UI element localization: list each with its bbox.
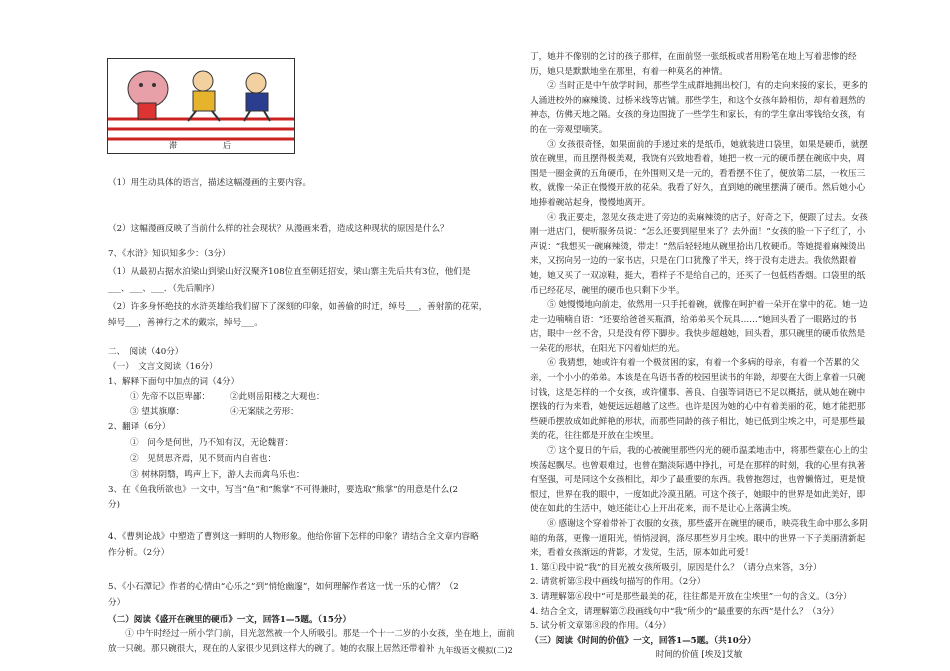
section-reading-heading: 二、 阅读（40分） xyxy=(108,347,184,357)
page-footer: 九年级语文模拟(二)2 xyxy=(437,646,513,655)
story-paragraph-4: ④ 我正要走，忽见女孩走进了旁边的卖麻辣烫的店子，好奇之下，便跟了过去。女孩刚一进店门，便听服务员说：“怎么还要到屋里来了？去外面！”女孩的脸一下子红了，小声说：“我想买一碗麻辣烫，带走！”然后轻轻地从碗里拾出几枚硬币。等她提着麻辣烫出来，又拐向另一边的一家书店，只是在门口犹豫了半天，终于没有走进去。我依然跟着她，她又买了一双凉鞋，挺大，看样子不是给自己的，还买了一包低档香烟。口袋里的纸币已经花尽，碗里的硬币也只剩下少半。 xyxy=(530,212,868,296)
running-figures-illustration xyxy=(108,59,294,153)
question-5: 5、《小石潭记》作者的心情由“心乐之”到“悄怆幽邃”，如何理解作者这一忧一乐的心情？（2 xyxy=(108,582,459,592)
question-3: 3、在《鱼我所欲也》一文中，写当“鱼”和“熊掌”不可得兼时，要选取“熊掌”的用意是什么(2 xyxy=(108,485,459,495)
question-7-part-2-blanks: 绰号___，善神行之术的戴宗，绰号___。 xyxy=(108,318,263,328)
question-1-item-d: ④无案牍之劳形： xyxy=(230,407,299,417)
modern-reading-heading: （二）阅读《盛开在碗里的硬币》一文，回答1—5题。（15分） xyxy=(108,615,352,625)
story-paragraph-6: ⑥ 我猜想，她或许有着一个极贫困的家，有着一个多病的母亲，有着一个苦累的父亲，一个小小的弟弟。本该是在鸟语书香的校园里读书的年龄，却要在大街上拿着一只碗讨钱，这是怎样的一个女孩，或许懂事、善良、自强等词语已不足以概括，就从她在碗中摆钱的行为来看，她便远远超越了这些。也许是因为她的心中有着美丽的花，她才能把那些硬币摆放成如此鲜艳的形状，而那些同龄的孩子相比，她已低到尘埃之中，可是那些最美的花，往往都是开放在尘埃里。 xyxy=(530,358,866,442)
caption-char: 滞 xyxy=(169,141,179,150)
reading-question-3: 3. 请理解第⑥段中“可是那些最美的花，往往都是开放在尘埃里”一句的含义。（3分） xyxy=(530,591,852,602)
question-2-item-a: ① 问今是何世，乃不知有汉，无论魏晋： xyxy=(130,438,294,448)
question-7-part-2: （2）许多身怀绝技的水浒英雄给我们留下了深刻的印象，如善偷的时迁，绰号___，善射箭的花荣， xyxy=(108,302,488,312)
question-4: 4、《曹刿论战》中塑造了曹刿这一鲜明的人物形象。他给你留下怎样的印象？请结合全文章内容略 xyxy=(108,532,479,542)
story-paragraph-1: ① 中午时经过一所小学门前，目光忽然被一个人所吸引。那是一个十一二岁的小女孩，坐在地上，面前放一只碗。那只碗很大，现在的人家很少见到这样大的碗了。她的衣服上居然还带着补 xyxy=(108,629,515,654)
story-paragraph-5: ⑤ 她慢慢地向前走，依然用一只手托着碗，就像在呵护着一朵开在掌中的花。她一边走一边喃喃自语：“还要给爸爸买瓶酒，给弟弟买个玩具……”她回头看了一眼路过的书店，眼中一丝不舍，只是没有停下脚步。我快步超越她，回头看，那只碗里的硬币依然是一朵花的形状，在阳光下闪着灿烂的光。 xyxy=(530,300,868,354)
question-2-item-c: ③ 树林阴翳，鸣声上下，游人去而禽鸟乐也： xyxy=(130,470,305,480)
question-1-item-a: ① 先帝不以臣卑鄙： xyxy=(130,392,211,402)
reading-part-3-heading: （三）阅读《时间的价值》一文，回答1—5题。（共10分） xyxy=(530,635,756,646)
cartoon-question-1: （1）用生动具体的语言，描述这幅漫画的主要内容。 xyxy=(108,178,312,188)
reading-question-4: 4. 结合全文，请理解第⑦段画线句中“我”所少的“最重要的东西”是什么？（3分） xyxy=(530,606,839,617)
question-7-title: 7、《水浒》知识知多少：（3分） xyxy=(108,249,231,259)
question-7-part-1: （1）从最初占据水泊梁山到梁山好汉聚齐108位直至朝廷招安，梁山寨主先后共有3位，他们是 xyxy=(108,267,471,277)
question-2-item-b: ② 见贤思齐焉，见不贤而内自省也： xyxy=(130,454,277,464)
story-paragraph-7: ⑦ 这个夏日的午后，我的心被碗里那些闪光的硬币温柔地击中，将那些蒙在心上的尘埃荡起飘尽。也曾艰难过，也曾在黯淡际遇中挣扎，可是在那样的时刻，我的心里有执著有坚强，可是同这个女孩相比，却少了最重要的东西。我曾抱怨过，也曾懒惰过，更是愤恨过，世界在我的眼中，一度如此冷漠丑陋。可这个孩子，她眼中的世界是如此美好，即使在如此的生活中，她还能让心上开出花来，而不是让心上落满尘埃。 xyxy=(530,446,868,515)
question-1-title: 1、解释下面句中加点的词（4分） xyxy=(108,377,240,387)
question-1-item-c: ③ 望其旗靡： xyxy=(130,407,185,417)
reading-part-3-title: 时间的价值 [埃及]艾敏 xyxy=(655,650,743,661)
cartoon-caption xyxy=(108,140,294,151)
question-2-title: 2、翻译（6分） xyxy=(108,422,171,432)
story-paragraph-1-cont: 丁，她并不像别的乞讨的孩子那样，在面前竖一张纸板或者用粉笔在地上写着悲惨的经历，她只是默默地坐在那里，有着一种莫名的神情。 xyxy=(530,52,857,77)
question-5-points: 分） xyxy=(108,598,126,608)
cartoon-image xyxy=(107,58,295,154)
right-column xyxy=(530,50,868,663)
cartoon-question-2: （2）这幅漫画反映了当前什么样的社会现状？从漫画来看，造成这种现状的原因是什么？ xyxy=(108,224,449,234)
reading-question-1: 1. 第①段中说“我”的目光被女孩所吸引，原因是什么？（请分点来答，3分） xyxy=(530,562,822,573)
story-paragraph-3: ③ 女孩很奇怪，如果面前的手递过来的是纸币，她就装进口袋里，如果是硬币，就摆放在碗里，而且摆得极美观，我饶有兴致地看着，她把一枚一元的硬币摆在碗底中央，周围是一圈金黄的五角硬币，在外围则又是一元的，看看摆不住了，便放第二层，一枚压三枚，就像一朵正在慢慢开放的花朵。我看了好久，直到她的碗里摆满了硬币。然后她小心地捧着碗站起身，慢慢地离开。 xyxy=(530,139,868,208)
question-3-points: 分) xyxy=(108,500,120,510)
reading-question-2: 2. 请赏析第⑤段中画线句描写的作用。（2分） xyxy=(530,577,706,588)
classical-reading-heading: （一） 文言文阅读（16分） xyxy=(108,362,218,372)
question-4-points: 作分析。（2分） xyxy=(108,548,170,558)
story-paragraph-8: ⑧ 感谢这个穿着带补丁衣服的女孩，那些盛开在碗里的硬币，映亮我生命中那么多阴暗的角落，更像一道阳光，悄悄浸润，涤尽那些岁月尘埃。眼中的世界一下子美丽清新起来，看着女孩渐远的背影，才发觉，生活，原本如此可爱！ xyxy=(530,519,868,559)
reading-question-5: 5. 试分析文章第⑧段的作用。（4分） xyxy=(530,621,672,632)
caption-char: 后 xyxy=(223,141,233,150)
story-paragraph-2: ② 当时正是中午放学时间，那些学生成群地拥出校门，有的走向来接的家长，更多的人涌进校外的麻辣烫、过桥米线等店铺。那些学生，和这个女孩年龄相仿，却有着迥然的神态，仿佛天地之隔。女孩的身边围拢了一些学生和家长，有的学生拿出零钱给女孩，有的在一旁观望嘀笑。 xyxy=(530,81,868,135)
question-1-item-b: ②此则岳阳楼之大观也： xyxy=(230,392,325,402)
question-7-part-1-blanks: ___、___、___．（先后顺序） xyxy=(108,284,220,294)
